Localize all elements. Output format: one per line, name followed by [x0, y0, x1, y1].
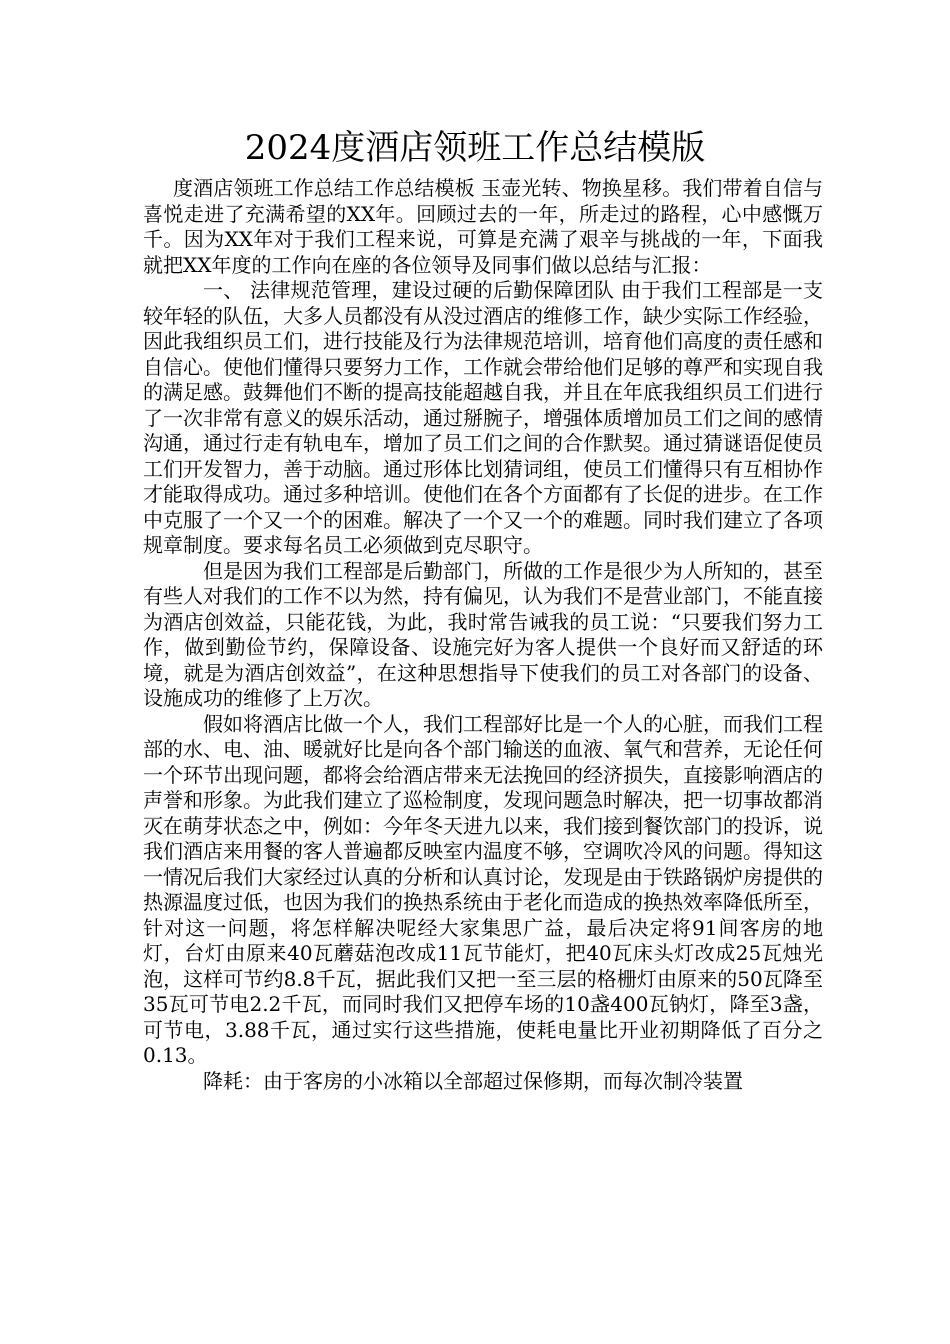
- paragraph-heart-analogy: 假如将酒店比做一个人，我们工程部好比是一个人的心脏，而我们工程部的水、电、油、暖就好比是向各个部门输送的血液、氧气和营养，无论任何一个环节出现问题，都将会给酒店带来无法挽回的经济损失，直接影响酒店的声誉和形象。为此我们建立了巡检制度，发现问题急时解决，把一切事故都消灭在萌芽状态之中，例如：今年冬天进九以来，我们接到餐饮部门的投诉，说我们酒店来用餐的客人普遍都反映室内温度不够，空调吹冷风的问题。得知这一情况后我们大家经过认真的分析和认真讨论，发现是由于铁路锅炉房提供的热源温度过低，也因为我们的换热系统由于老化而造成的换热效率降低所至，针对这一问题，将怎样解决呢经大家集思广益，最后决定将91间客房的地灯，台灯由原来40瓦蘑菇泡改成11瓦节能灯，把40瓦床头灯改成25瓦烛光泡，这样可节约8.8千瓦，据此我们又把一至三层的格栅灯由原来的50瓦降至35瓦可节电2.2千瓦，而同时我们又把停车场的10盏400瓦钠灯，降至3盏，可节电，3.88千瓦，通过实行这些措施，使耗电量比开业初期降低了百分之0.13。: [143, 711, 823, 1067]
- paragraph-intro: 度酒店领班工作总结工作总结模板 玉壶光转、物换星移。我们带着自信与喜悦走进了充满希望的XX年。回顾过去的一年，所走过的路程，心中感慨万千。因为XX年对于我们工程来说，可算是充满了艰辛与挑战的一年，下面我就把XX年度的工作向在座的各位领导及同事们做以总结与汇报：: [143, 176, 823, 277]
- document-body: [143, 176, 823, 1094]
- paragraph-support-role: 但是因为我们工程部是后勤部门，所做的工作是很少为人所知的，甚至有些人对我们的工作不以为然，持有偏见，认为我们不是营业部门，不能直接为酒店创效益，只能花钱，为此，我时常告诫我的员工说：“只要我们努力工作，做到勤俭节约，保障设备、设施完好为客人提供一个良好而又舒适的环境，就是为酒店创效益”，在这种思想指导下使我们的员工对各部门的设备、设施成功的维修了上万次。: [143, 558, 823, 710]
- paragraph-section-one: 一、 法律规范管理，建设过硬的后勤保障团队 由于我们工程部是一支较年轻的队伍，大多人员都没有从没过酒店的维修工作，缺少实际工作经验，因此我组织员工们，进行技能及行为法律规范培训，培育他们高度的责任感和自信心。使他们懂得只要努力工作，工作就会带给他们足够的尊严和实现自我的满足感。鼓舞他们不断的提高技能超越自我，并且在年底我组织员工们进行了一次非常有意义的娱乐活动，通过掰腕子，增强体质增加员工们之间的感情沟通，通过行走有轨电车，增加了员工们之间的合作默契。通过猜谜语促使员工们开发智力，善于动脑。通过形体比划猜词组，使员工们懂得只有互相协作才能取得成功。通过多种培训。使他们在各个方面都有了长促的进步。在工作中克服了一个又一个的困难。解决了一个又一个的难题。同时我们建立了各项规章制度。要求每名员工必须做到克尽职守。: [143, 278, 823, 557]
- document-title: 2024度酒店领班工作总结模版: [244, 128, 706, 168]
- paragraph-energy-saving: 降耗：由于客房的小冰箱以全部超过保修期，而每次制冷装置: [203, 1068, 743, 1093]
